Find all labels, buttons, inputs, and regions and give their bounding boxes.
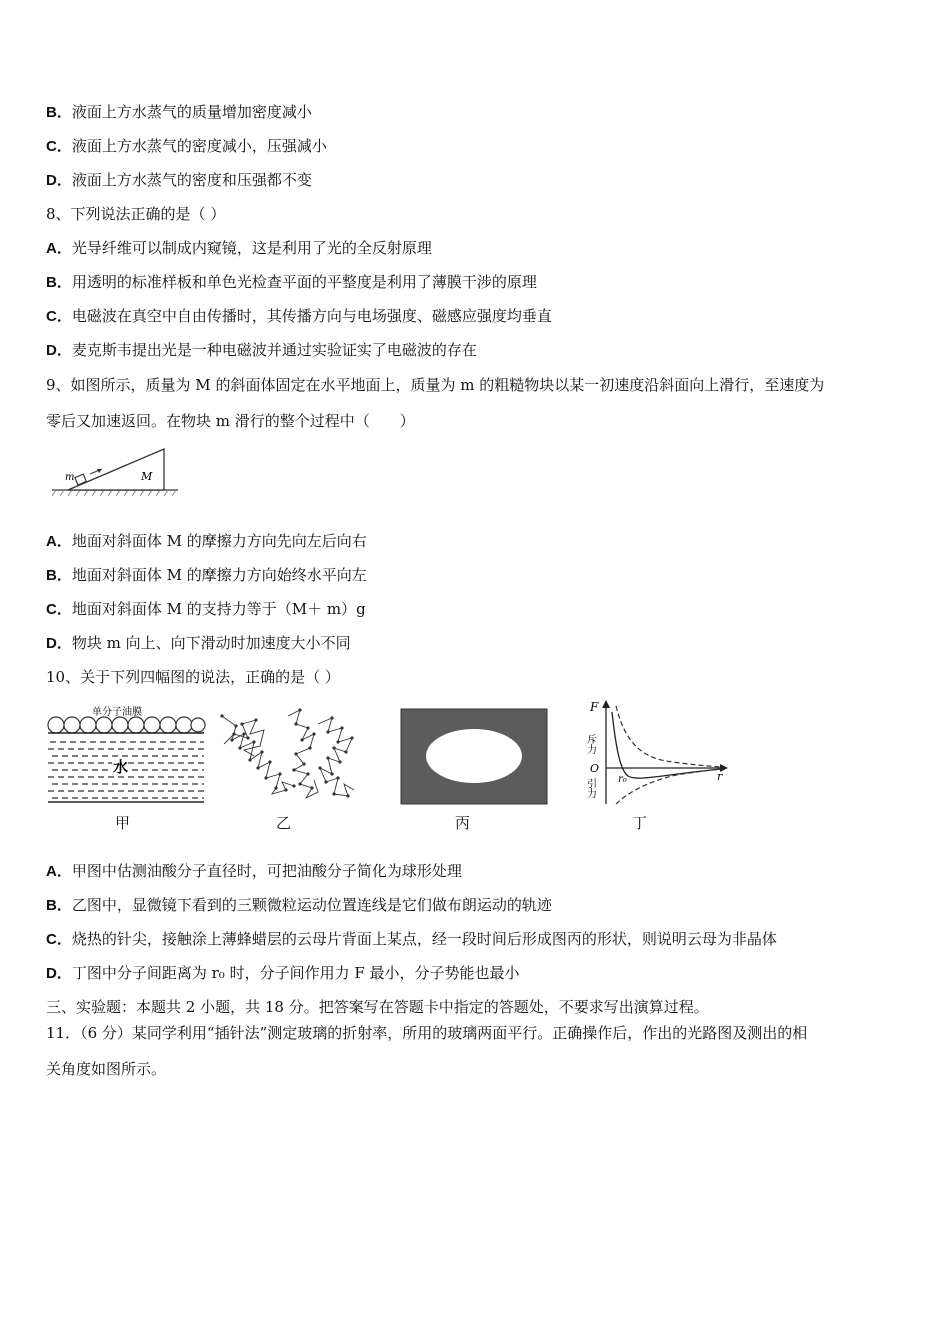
q11-stem-line2: 关角度如图所示。 (46, 1060, 167, 1078)
q10-jia-film-label: 单分子油膜 (92, 707, 142, 718)
q9-option-c: C．地面对斜面体 M 的支持力等于（M＋ m）g (46, 600, 366, 618)
section-3-heading: 三、实验题：本题共 2 小题，共 18 分。把答案写在答题卡中指定的答题处，不要求写出演算过程。 (46, 998, 709, 1016)
q9-label-m: m (65, 472, 75, 483)
q10-fig-ding-force-curve (586, 698, 732, 808)
q10-caption-ding: 丁 (632, 814, 648, 832)
q11-stem-line1: 11．（6 分）某同学利用“插针法”测定玻璃的折射率，所用的玻璃两面平行。正确操作后，作出的光路图及测出的相 (46, 1024, 808, 1042)
q10-ding-axis-r: r (717, 770, 723, 783)
q9-option-d: D．物块 m 向上、向下滑动时加速度大小不同 (46, 634, 351, 652)
q10-ding-attraction: 引力 (584, 778, 596, 798)
q7-option-d: D．液面上方水蒸气的密度和压强都不变 (46, 171, 312, 189)
q7-option-c: C．液面上方水蒸气的密度减小，压强减小 (46, 137, 327, 155)
q8-option-d: D．麦克斯韦提出光是一种电磁波并通过实验证实了电磁波的存在 (46, 341, 477, 359)
q10-option-d: D．丁图中分子间距离为 r₀ 时，分子间作用力 F 最小，分子势能也最小 (46, 964, 520, 982)
q10-fig-bing-mica (400, 708, 550, 806)
q10-ding-repulsion: 斥力 (584, 734, 596, 754)
q9-option-a: A．地面对斜面体 M 的摩擦力方向先向左后向右 (46, 532, 367, 550)
q9-option-b: B．地面对斜面体 M 的摩擦力方向始终水平向左 (46, 566, 367, 584)
q10-caption-jia: 甲 (115, 814, 131, 832)
q10-option-a: A．甲图中估测油酸分子直径时，可把油酸分子简化为球形处理 (46, 862, 462, 880)
q9-stem-line2: 零后又加速返回。在物块 m 滑行的整个过程中（ ） (46, 412, 415, 430)
q8-option-c: C．电磁波在真空中自由传播时，其传播方向与电场强度、磁感应强度均垂直 (46, 307, 552, 325)
q10-ding-r0: r₀ (618, 774, 627, 785)
q9-label-M: M (141, 470, 153, 483)
q10-option-b: B．乙图中，显微镜下看到的三颗微粒运动位置连线是它们做布朗运动的轨迹 (46, 896, 552, 914)
q8-option-b: B．用透明的标准样板和单色光检查平面的平整度是利用了薄膜干涉的原理 (46, 273, 537, 291)
q10-ding-axis-f: F (590, 700, 599, 714)
q10-fig-jia-oil-film (46, 702, 206, 806)
q9-incline-figure (50, 444, 182, 500)
q10-caption-yi: 乙 (276, 814, 292, 832)
q8-option-a: A．光导纤维可以制成内窥镜，这是利用了光的全反射原理 (46, 239, 432, 257)
q10-fig-yi-brownian (214, 704, 362, 804)
q9-stem-line1: 9、如图所示，质量为 M 的斜面体固定在水平地面上，质量为 m 的粗糙物块以某一初速度沿斜面向上滑行，至速度为 (46, 376, 825, 394)
q10-option-c: C．烧热的针尖，接触涂上薄蜂蜡层的云母片背面上某点，经一段时间后形成图丙的形状，则说明云母为非晶体 (46, 930, 777, 948)
q10-jia-water-label: 水 (113, 758, 129, 776)
q10-stem: 10、关于下列四幅图的说法，正确的是（ ） (46, 668, 340, 686)
q10-ding-origin: O (590, 762, 600, 775)
q10-caption-bing: 丙 (455, 814, 471, 832)
q8-stem: 8、下列说法正确的是（ ） (46, 205, 226, 223)
q7-option-b: B．液面上方水蒸气的质量增加密度减小 (46, 103, 312, 121)
